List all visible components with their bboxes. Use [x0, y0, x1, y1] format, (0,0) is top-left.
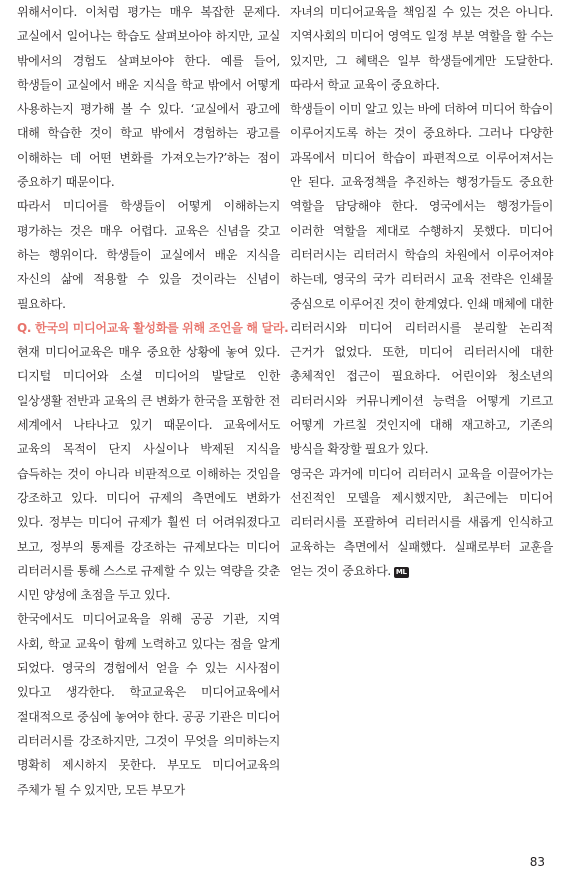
page-number: 83 — [529, 855, 545, 869]
paragraph: 학생들이 이미 알고 있는 바에 더하여 미디어 학습이 이루어지도록 하는 것이 중요하다. 그러나 다양한 과목에서 미디어 학습이 파편적으로 이루어져서는 안 된다. 교육정책을 추진하는 행정가들도 중요한 역할을 담당해야 한다. 영국에서는 행정가들이 이러한 역할을 제대로 수행하지 못했다. 미디어 리터러시는 리터러시 학습의 차원에서 이루어져야 하는데, 영국의 국가 리터러시 교육 전략은 인쇄물 중심으로 이루어진 것이 한계였다. 인쇄 매체에 대한 리터러시와 미디어 리터러시를 분리할 논리적 근거가 없었다. 또한, 미디어 리터러시에 대한 총체적인 접근이 필요하다. 어린이와 청소년의 리터러시와 커뮤니케이션 능력을 어떻게 기르고 어떻게 가르칠 것인지에 대해 재고하고, 기존의 방식을 확장할 필요가 있다. — [290, 102, 553, 457]
end-mark-icon: ML — [395, 567, 407, 576]
paragraph: 한국에서도 미디어교육을 위해 공공 기관, 지역 사회, 학교 교육이 함께 노력하고 있다는 점을 알게 되었다. 영국의 경험에서 얻을 수 있는 시사점이 있다고 생각한다. 학교교육은 미디어교육에서 절대적으로 중심에 놓여야 한다. 공공 기관은 미디어 리터러시를 강조하지만, 그것이 무엇을 의미하는지 명확히 제시하지 못한다. 부모도 미디어교육의 주체가 될 수 있지만, 모든 부모가 — [17, 612, 280, 797]
paragraph: 자녀의 미디어교육을 책임질 수 있는 것은 아니다. 지역사회의 미디어 영역도 일정 부분 역할을 할 수는 있지만, 그 혜택은 일부 학생들에게만 도달한다. 따라서 학교 교육이 중요하다. — [290, 5, 553, 92]
paragraph-text: 영국은 과거에 미디어 리터러시 교육을 이끌어가는 선진적인 모델을 제시했지만, 최근에는 미디어 리터러시를 포괄하여 리터러시를 새롭게 인식하고 교육하는 측면에서 실패했다. 실패로부터 교훈을 얻는 것이 중요하다. — [290, 466, 553, 578]
paragraph: 위해서이다. 이처럼 평가는 매우 복잡한 문제다. 교실에서 일어나는 학습도 살펴보아야 하지만, 교실 밖에서의 경험도 살펴보아야 한다. 예를 들어, 학생들이 교실에서 배운 지식을 학교 밖에서 어떻게 사용하는지 평가해 볼 수 있다. ‘교실에서 광고에 대해 학습한 것이 학교 밖에서 경험하는 광고를 이해하는 데 어떤 변화를 가져오는가?’하는 점이 중요하기 때문이다. — [17, 5, 280, 190]
paragraph: 현재 미디어교육은 매우 중요한 상황에 놓여 있다. 디지털 미디어와 소셜 미디어의 발달로 인한 일상생활 전반과 교육의 큰 변화가 한국을 포함한 전 세계에서 나타나고 있기 때문이다. 교육에서도 교육의 목적이 단지 사실이나 박제된 지식을 습득하는 것이 아니라 비판적으로 이해하는 것임을 강조하고 있다. 미디어 규제의 측면에도 변화가 있다. 정부는 미디어 규제가 훨씬 더 어려워졌다고 보고, 정부의 통제를 강조하는 규제보다는 미디어 리터러시를 통해 스스로 규제할 수 있는 역량을 갖춘 시민 양성에 초점을 두고 있다. — [17, 345, 280, 603]
paragraph-last — [290, 462, 553, 583]
interview-question: Q. 한국의 미디어교육 활성화를 위해 조언을 해 달라. — [17, 320, 289, 335]
left-column — [17, 0, 289, 802]
paragraph: 따라서 미디어를 학생들이 어떻게 이해하는지 평가하는 것은 매우 어렵다. 교육은 신념을 갖고 하는 행위이다. 학생들이 교실에서 배운 지식을 자신의 삶에 적용할 수 있을 것이라는 신념이 필요하다. — [17, 199, 280, 311]
right-column — [290, 0, 553, 583]
